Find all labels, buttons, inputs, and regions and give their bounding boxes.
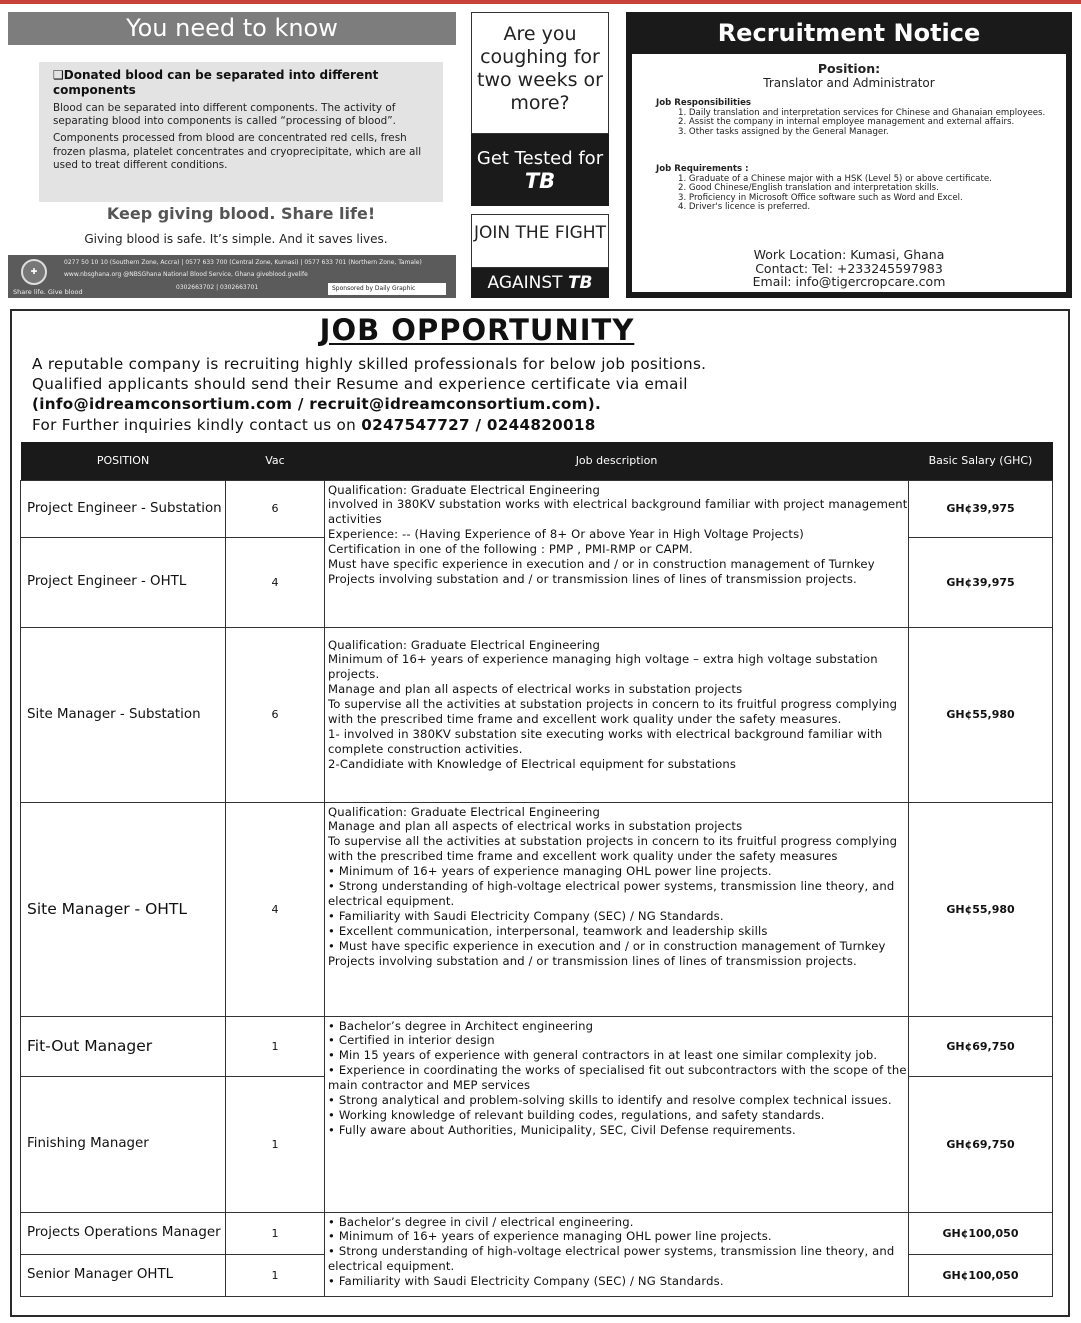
requirements-heading: Job Requirements : <box>656 164 749 174</box>
requirement-item: 3. Proficiency in Microsoft Office software such as Word and Excel. <box>678 192 963 203</box>
position-label: Position: <box>817 61 881 76</box>
blood-safe-text: Giving blood is safe. It’s simple. And it saves lives. <box>84 232 388 246</box>
vacancy-cell: 6 <box>226 480 325 537</box>
responsibilities-section <box>656 99 1056 137</box>
desc-line: Qualification: Graduate Electrical Engineering <box>328 482 601 497</box>
desc-line: Manage and plan all aspects of electrical works in substation projects <box>328 819 743 834</box>
inquiry-phones: 0247547727 / 0244820018 <box>361 415 596 434</box>
recruitment-contact <box>632 248 1066 289</box>
blood-info-paragraph-2: Components processed from blood are concentrated red cells, fresh frozen plasma, platelet concentrates and cryoprecipitate, which are all used to treat different conditions. <box>53 132 422 171</box>
header-salary: Basic Salary (GHC) <box>909 442 1053 480</box>
tb-label-2: TB <box>567 273 593 293</box>
requirements-section <box>656 165 1056 213</box>
salary-cell: GH¢69,750 <box>909 1076 1053 1212</box>
salary-cell: GH¢100,050 <box>909 1212 1053 1254</box>
description-cell <box>325 1016 909 1212</box>
table-row <box>21 627 1053 802</box>
intro-line-4 <box>32 415 1052 435</box>
blood-info-title: ❑Donated blood can be separated into different components <box>53 68 379 97</box>
vacancy-cell: 4 <box>226 537 325 627</box>
salary-cell: GH¢100,050 <box>909 1254 1053 1296</box>
vacancy-cell: 1 <box>226 1212 325 1254</box>
blood-info-paragraph-1: Blood can be separated into different components. The activity of separating blood into components is called “processing of blood”. <box>53 102 396 128</box>
desc-line: Manage and plan all aspects of electrical works in substation projects <box>328 682 743 697</box>
blood-ad-footer <box>8 255 456 298</box>
tb-against-text: AGAINST <box>487 273 563 293</box>
tb-get-tested-text: Get Tested for <box>476 148 604 169</box>
job-intro <box>32 354 1052 435</box>
desc-line: • Excellent communication, interpersonal, teamwork and leadership skills <box>328 923 768 938</box>
desc-line: • Strong understanding of high-voltage electrical power systems, transmission line theory, and electrical equipment. <box>328 1244 895 1274</box>
intro-line-1: A reputable company is recruiting highly skilled professionals for below job positions. <box>32 355 707 373</box>
tb-join-fight: JOIN THE FIGHT <box>471 214 609 268</box>
desc-line: • Strong analytical and problem-solving skills to identify and resolve complex technical issues. <box>328 1093 892 1108</box>
blood-slogan: Keep giving blood. Share life! <box>106 204 376 223</box>
requirement-item: 1. Graduate of a Chinese major with a HSK (Level 5) or above certificate. <box>678 173 992 184</box>
table-row <box>21 802 1053 1016</box>
desc-line: Must have specific experience in execution and / or in construction management of Turnkey Projects involving substation and / or transmission lines of lines of transmission projects. <box>328 557 875 586</box>
header-vac: Vac <box>226 442 325 480</box>
position-cell: Site Manager - OHTL <box>21 802 226 1016</box>
tb-ad <box>471 12 609 298</box>
table-row <box>21 1016 1053 1076</box>
desc-line: • Certified in interior design <box>328 1033 495 1048</box>
position-title: Translator and Administrator <box>763 76 935 90</box>
blood-ad-header: You need to know <box>8 12 456 45</box>
desc-line: • Fully aware about Authorities, Municipality, SEC, Civil Defense requirements. <box>328 1122 796 1137</box>
position-cell: Projects Operations Manager <box>21 1212 226 1254</box>
desc-line: To supervise all the activities at substation projects in concern to its fruitful progress complying with the prescribed time frame and excellent work quality under the safety measures. <box>328 697 898 727</box>
contact-email: Email: info@tigercropcare.com <box>752 274 946 289</box>
tb-get-tested <box>471 134 609 206</box>
desc-line: Certification in one of the following : PMP , PMI-RMP or CAPM. <box>328 542 693 557</box>
work-location: Work Location: Kumasi, Ghana <box>753 247 945 262</box>
vacancy-cell: 4 <box>226 802 325 1016</box>
desc-line: involved in 380KV substation works with electrical background familiar with project management activities <box>328 497 908 527</box>
responsibility-item: 3. Other tasks assigned by the General Manager. <box>678 126 889 137</box>
footer-tagline: Share life. Give blood <box>13 288 83 296</box>
table-row <box>21 1212 1053 1254</box>
desc-line: To supervise all the activities at substation projects in concern to its fruitful progress complying with the prescribed time frame and excellent work quality under the safety measures <box>328 834 898 864</box>
tb-question: Are you coughing for two weeks or more? <box>471 12 609 134</box>
header-position: POSITION <box>21 442 226 480</box>
sponsor-badge: Sponsored by Daily Graphic <box>328 283 446 295</box>
footer-web-social: www.nbsghana.org @NBSGhana National Blood Service, Ghana giveblood.gvelife <box>64 271 308 278</box>
desc-line: • Experience in coordinating the works of specialised fit out subcontractors with the scope of the main contractor and MEP services <box>328 1063 907 1093</box>
contact-phone: Contact: Tel: +233245597983 <box>755 260 943 276</box>
desc-line: • Strong understanding of high-voltage electrical power systems, transmission line theory, and electrical equipment. <box>328 879 895 908</box>
tb-label: TB <box>524 169 556 193</box>
desc-line: • Must have specific experience in execution and / or in construction management of Turnkey Projects involving substation and / or transmission lines of lines of transmission projects. <box>328 938 886 968</box>
description-cell <box>325 802 909 1016</box>
requirement-item: 2. Good Chinese/English translation and interpretation skills. <box>678 183 939 194</box>
salary-cell: GH¢55,980 <box>909 802 1053 1016</box>
table-header-row <box>21 442 1053 480</box>
footer-office-phones: 0302663702 | 0302663701 <box>176 284 259 291</box>
table-row <box>21 480 1053 537</box>
position-cell: Project Engineer - Substation <box>21 480 226 537</box>
desc-line: • Working knowledge of relevant building codes, regulations, and safety standards. <box>328 1107 825 1122</box>
desc-line: Experience: -- (Having Experience of 8+ Or above Year in High Voltage Projects) <box>328 527 804 542</box>
desc-line: Minimum of 16+ years of experience managing high voltage – extra high voltage substation projects. <box>328 652 878 682</box>
vacancy-cell: 1 <box>226 1254 325 1296</box>
desc-line: 2-Candidiate with Knowledge of Electrical equipment for substations <box>328 756 737 771</box>
vacancy-cell: 1 <box>226 1016 325 1076</box>
inquiry-text: For Further inquiries kindly contact us on <box>32 415 362 434</box>
job-table <box>20 442 1053 1297</box>
position-cell: Project Engineer - OHTL <box>21 537 226 627</box>
top-accent-bar <box>0 0 1081 4</box>
salary-cell: GH¢39,975 <box>909 537 1053 627</box>
desc-line: • Familiarity with Saudi Electricity Company (SEC) / NG Standards. <box>328 1274 724 1289</box>
requirement-item: 4. Driver's licence is preferred. <box>678 202 811 213</box>
desc-line: • Familiarity with Saudi Electricity Company (SEC) / NG Standards. <box>328 908 724 923</box>
responsibilities-heading: Job Responsibilities <box>656 98 752 108</box>
recruitment-position <box>632 62 1066 90</box>
responsibility-item: 2. Assist the company in internal employee management and external affairs. <box>678 117 1015 128</box>
desc-line: 1- involved in 380KV substation site executing works with electrical background familiar with complete construction activities. <box>328 726 883 756</box>
position-cell: Fit-Out Manager <box>21 1016 226 1076</box>
desc-line: Qualification: Graduate Electrical Engineering <box>328 637 601 652</box>
position-cell: Finishing Manager <box>21 1076 226 1212</box>
description-cell <box>325 1212 909 1296</box>
desc-line: Qualification: Graduate Electrical Engineering <box>328 804 601 819</box>
salary-cell: GH¢69,750 <box>909 1016 1053 1076</box>
vacancy-cell: 1 <box>226 1076 325 1212</box>
desc-line: • Minimum of 16+ years of experience managing OHL power line projects. <box>328 1229 772 1244</box>
tb-against <box>471 268 609 298</box>
intro-line-2: Qualified applicants should send their Resume and experience certificate via email <box>32 375 688 394</box>
blood-donation-ad <box>8 12 456 298</box>
description-cell <box>325 627 909 802</box>
desc-line: • Bachelor’s degree in Architect engineering <box>328 1018 594 1033</box>
desc-line: • Minimum of 16+ years of experience managing OHL power line projects. <box>328 864 772 879</box>
nbs-logo-icon: ✚ <box>21 259 47 285</box>
footer-phone-lines: 0277 50 10 10 (Southern Zone, Accra) | 0577 633 700 (Central Zone, Kumasi) | 0577 633 701 (Northern Zone, Tamale) <box>64 259 422 266</box>
responsibility-item: 1. Daily translation and interpretation services for Chinese and Ghanaian employees. <box>678 107 1046 118</box>
position-cell: Senior Manager OHTL <box>21 1254 226 1296</box>
recruitment-title: Recruitment Notice <box>717 19 981 47</box>
intro-emails: (info@idreamconsortium.com / recruit@idreamconsortium.com). <box>32 395 602 414</box>
recruitment-notice <box>626 12 1072 298</box>
blood-info-box <box>39 62 443 202</box>
header-description: Job description <box>325 442 909 480</box>
desc-line: • Min 15 years of experience with general contractors in at least one similar complexity job. <box>328 1048 878 1063</box>
recruitment-body <box>632 54 1066 292</box>
salary-cell: GH¢39,975 <box>909 480 1053 537</box>
job-opportunity-title: JOB OPPORTUNITY <box>319 313 635 347</box>
position-cell: Site Manager - Substation <box>21 627 226 802</box>
vacancy-cell: 6 <box>226 627 325 802</box>
job-opportunity <box>10 309 1070 1317</box>
desc-line: • Bachelor’s degree in civil / electrical engineering. <box>328 1214 634 1229</box>
salary-cell: GH¢55,980 <box>909 627 1053 802</box>
description-cell <box>325 480 909 627</box>
